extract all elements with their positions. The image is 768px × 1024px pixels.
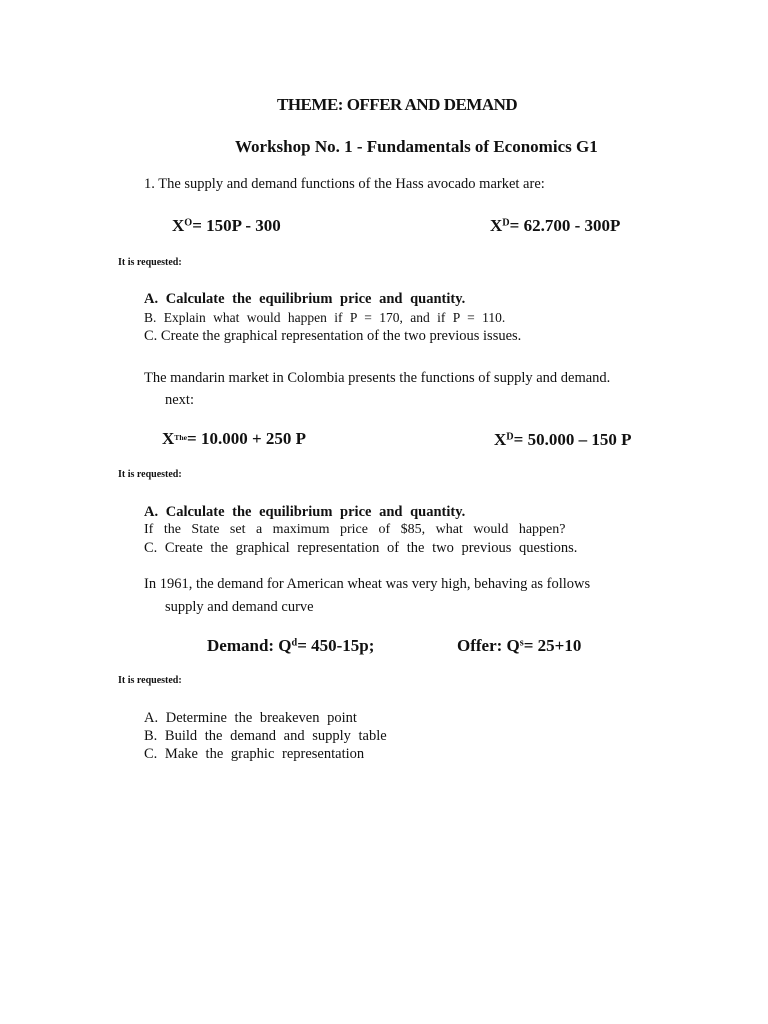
q3-demand-equation	[207, 636, 374, 656]
q3-item-b: B. Build the demand and supply table	[144, 728, 387, 744]
q3-demand-rhs: = 450-15p;	[297, 636, 375, 655]
q2-requested-label: It is requested:	[118, 469, 182, 480]
q2-supply-sup: The	[174, 432, 188, 442]
q2-demand-var: X	[494, 430, 507, 449]
page-subtitle: Workshop No. 1 - Fundamentals of Economics G1	[235, 137, 598, 156]
q3-demand-label: Demand: Q	[207, 636, 292, 655]
q3-intro-line2: supply and demand curve	[165, 599, 314, 615]
q1-supply-var: X	[172, 216, 185, 235]
q3-offer-equation	[457, 636, 581, 656]
q2-item-a: A. Calculate the equilibrium price and quantity.	[144, 504, 466, 520]
q2-intro-line2: next:	[165, 392, 194, 408]
q1-demand-equation	[490, 216, 620, 236]
q3-offer-rhs: = 25+10	[523, 636, 582, 655]
q1-demand-rhs: = 62.700 - 300P	[509, 216, 621, 235]
q3-item-a: A. Determine the breakeven point	[144, 710, 357, 726]
q2-supply-equation	[162, 429, 306, 449]
q2-demand-rhs: = 50.000 – 150 P	[513, 430, 632, 449]
q2-supply-rhs: = 10.000 + 250 P	[187, 429, 307, 448]
q3-offer-label: Offer: Q	[457, 636, 520, 655]
q2-item-c: C. Create the graphical representation of the two previous questions.	[144, 540, 578, 556]
q1-item-c: C. Create the graphical representation of the two previous issues.	[144, 328, 522, 344]
q1-requested-label: It is requested:	[118, 257, 182, 268]
page-title: THEME: OFFER AND DEMAND	[277, 95, 518, 114]
q1-supply-equation	[172, 216, 281, 236]
q2-item-b: If the State set a maximum price of $85, what would happen?	[144, 522, 566, 537]
q2-intro-line1: The mandarin market in Colombia presents the functions of supply and demand.	[144, 370, 611, 386]
q1-demand-sup: D	[502, 217, 510, 229]
q1-supply-sup: O	[184, 217, 193, 229]
q2-supply-var: X	[162, 429, 175, 448]
q1-intro: 1. The supply and demand functions of the Hass avocado market are:	[144, 176, 545, 192]
q3-requested-label: It is requested:	[118, 675, 182, 686]
q3-intro-line1: In 1961, the demand for American wheat was very high, behaving as follows	[144, 576, 591, 592]
q2-demand-equation	[494, 430, 631, 450]
q1-demand-var: X	[490, 216, 503, 235]
q1-supply-rhs: = 150P - 300	[192, 216, 281, 235]
q3-offer-sup: s	[519, 637, 524, 649]
q3-demand-sup: d	[291, 637, 298, 649]
q1-item-b: B. Explain what would happen if P = 170, and if P = 110.	[144, 310, 506, 325]
q1-item-a: A. Calculate the equilibrium price and quantity.	[144, 291, 466, 307]
q2-demand-sup: D	[506, 431, 514, 443]
q3-item-c: C. Make the graphic representation	[144, 746, 365, 762]
